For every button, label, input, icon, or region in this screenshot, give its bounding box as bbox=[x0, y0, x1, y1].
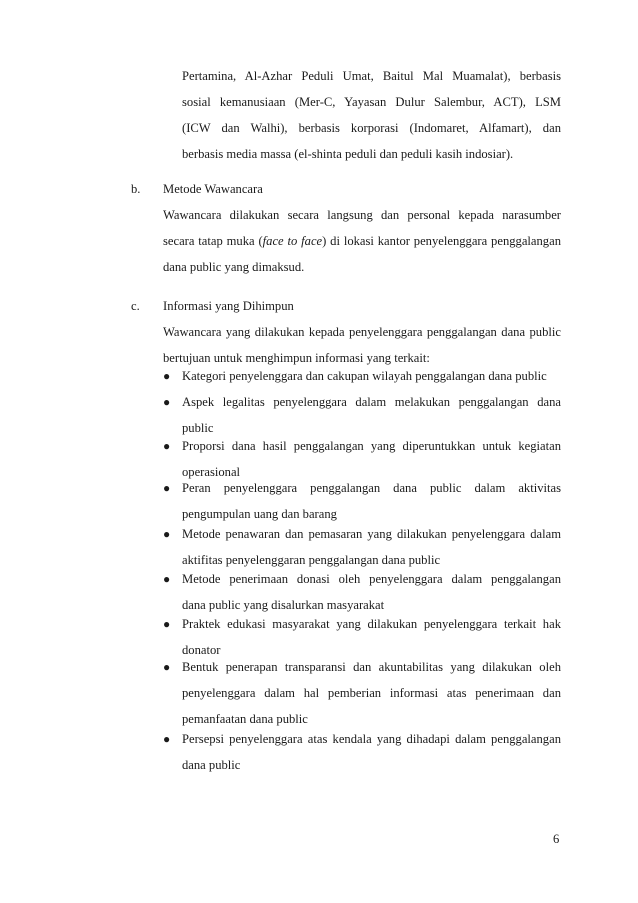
section-b-line: dana public yang dimaksud. bbox=[163, 260, 305, 274]
list-item-line: pemanfaatan dana public bbox=[182, 712, 308, 726]
list-item-line: Kategori penyelenggara dan cakupan wilayah penggalangan dana public bbox=[182, 369, 547, 383]
section-c-intro-line: Wawancara yang dilakukan kepada penyelenggara penggalangan dana public bbox=[163, 325, 561, 339]
intro-line: sosial kemanusiaan (Mer-C, Yayasan Dulur Salembur, ACT), LSM bbox=[182, 95, 561, 109]
list-item-line: Metode penawaran dan pemasaran yang dilakukan penyelenggara dalam bbox=[182, 527, 561, 541]
intro-line: berbasis media massa (el-shinta peduli dan peduli kasih indosiar). bbox=[182, 147, 514, 161]
bullet-icon: ● bbox=[163, 395, 171, 409]
section-c-heading: Informasi yang Dihimpun bbox=[163, 299, 294, 313]
list-item-line: penyelenggara dalam hal pemberian informasi atas penerimaan dan bbox=[182, 686, 561, 700]
list-item bbox=[182, 726, 561, 778]
bullet-icon: ● bbox=[163, 572, 171, 586]
list-item-line: Bentuk penerapan transparansi dan akuntabilitas yang dilakukan oleh bbox=[182, 660, 561, 674]
section-b-line2-post: ) di lokasi kantor penyelenggara penggalangan bbox=[322, 234, 561, 248]
bullet-icon: ● bbox=[163, 617, 171, 631]
list-item-line: Metode penerimaan donasi oleh penyelenggara dalam penggalangan bbox=[182, 572, 561, 586]
section-b bbox=[163, 176, 561, 280]
section-b-heading: Metode Wawancara bbox=[163, 182, 263, 196]
list-item bbox=[182, 475, 561, 527]
bullet-icon: ● bbox=[163, 660, 171, 674]
list-item-line: dana public yang disalurkan masyarakat bbox=[182, 598, 385, 612]
intro-line: (ICW dan Walhi), berbasis korporasi (Indomaret, Alfamart), dan bbox=[182, 121, 561, 135]
list-item-line: Proporsi dana hasil penggalangan yang diperuntukkan untuk kegiatan bbox=[182, 439, 561, 453]
bullet-icon: ● bbox=[163, 732, 171, 746]
section-b-line2-italic: face to face bbox=[262, 234, 323, 248]
list-item-line: Praktek edukasi masyarakat yang dilakukan penyelenggara terkait hak bbox=[182, 617, 561, 631]
list-item-line: public bbox=[182, 421, 214, 435]
bullet-icon: ● bbox=[163, 439, 171, 453]
bullet-icon: ● bbox=[163, 369, 171, 383]
section-c bbox=[163, 293, 561, 371]
section-b-marker: b. bbox=[131, 182, 141, 196]
list-item-line: aktifitas penyelenggaran penggalangan dana public bbox=[182, 553, 441, 567]
list-item-line: Peran penyelenggara penggalangan dana public dalam aktivitas bbox=[182, 481, 561, 495]
list-item-line: donator bbox=[182, 643, 221, 657]
list-item-line: pengumpulan uang dan barang bbox=[182, 507, 337, 521]
page-number: 6 bbox=[553, 832, 560, 846]
list-item bbox=[182, 363, 561, 389]
intro-paragraph bbox=[182, 63, 561, 167]
bullet-icon: ● bbox=[163, 527, 171, 541]
section-c-marker: c. bbox=[131, 299, 140, 313]
list-item-line: operasional bbox=[182, 465, 241, 479]
section-b-line2-pre: secara tatap muka ( bbox=[163, 234, 263, 248]
section-b-line: Wawancara dilakukan secara langsung dan personal kepada narasumber bbox=[163, 208, 561, 222]
list-item-line: dana public bbox=[182, 758, 241, 772]
bullet-icon: ● bbox=[163, 481, 171, 495]
list-item-line: Persepsi penyelenggara atas kendala yang dihadapi dalam penggalangan bbox=[182, 732, 561, 746]
section-b-line bbox=[163, 228, 561, 254]
intro-line: Pertamina, Al-Azhar Peduli Umat, Baitul Mal Muamalat), berbasis bbox=[182, 69, 561, 83]
section-c-intro-line: bertujuan untuk menghimpun informasi yang terkait: bbox=[163, 351, 430, 365]
list-item-line: Aspek legalitas penyelenggara dalam melakukan penggalangan dana bbox=[182, 395, 561, 409]
list-item bbox=[182, 654, 561, 732]
